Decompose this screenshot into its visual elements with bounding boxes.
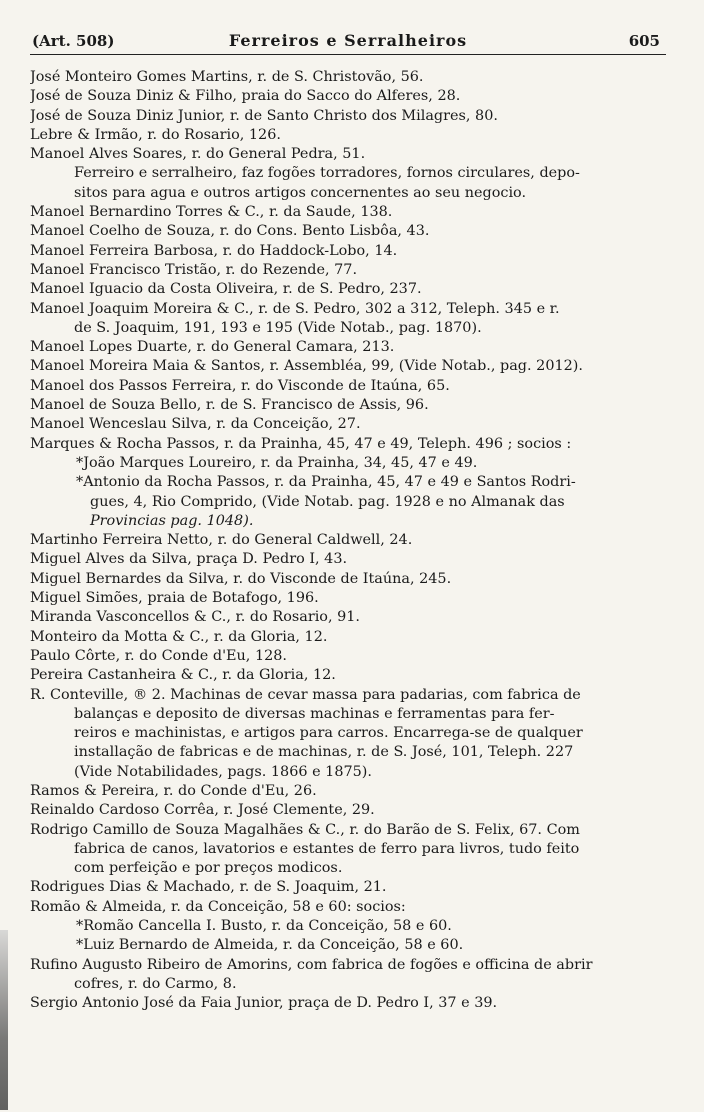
list-item: Miguel Bernardes da Silva, r. do Visconde de Itaúna, 245. [30,570,452,587]
list-item: Reinaldo Cardoso Corrêa, r. José Clemente, 29. [30,802,375,819]
list-item-continuation: de S. Joaquim, 191, 193 e 195 (Vide Notab., pag. 1870). [74,319,482,336]
list-item: José Monteiro Gomes Martins, r. de S. Christovão, 56. [30,69,424,85]
list-item: Rodrigo Camillo de Souza Magalhães & C., r. do Barão de S. Felix, 67. Com [30,821,580,838]
section-title: Ferreiros e Serralheiros [228,31,468,50]
article-reference: (Art. 508) [32,32,115,50]
list-item: Manoel Bernardino Torres & C., r. da Saude, 138. [30,204,393,221]
list-item-continuation: (Vide Notabilidades, pags. 1866 e 1875). [74,763,372,780]
directory-listing [30,68,670,1014]
list-item-partner: *Romão Cancella I. Busto, r. da Conceição, 58 e 60. [76,918,452,935]
list-item: R. Conteville, ® 2. Machinas de cevar massa para padarias, com fabrica de [30,686,581,703]
list-item: Miranda Vasconcellos & C., r. do Rosario, 91. [30,609,361,626]
list-item: Romão & Almeida, r. da Conceição, 58 e 60: socios: [30,898,406,915]
list-item: Manoel dos Passos Ferreira, r. do Visconde de Itaúna, 65. [30,377,450,394]
list-item-partner: *Luiz Bernardo de Almeida, r. da Conceição, 58 e 60. [76,937,464,954]
list-item-continuation: installação de fabricas e de machinas, r. de S. José, 101, Teleph. 227 [74,744,574,761]
list-item: Martinho Ferreira Netto, r. do General Caldwell, 24. [30,532,413,549]
page-edge-shadow [0,930,8,1110]
list-item: Miguel Simões, praia de Botafogo, 196. [30,590,319,607]
list-item: Paulo Côrte, r. do Conde d'Eu, 128. [30,647,287,664]
list-item: José de Souza Diniz & Filho, praia do Sacco do Alferes, 28. [30,88,461,105]
list-item: Lebre & Irmão, r. do Rosario, 126. [30,126,281,143]
list-item: Manoel de Souza Bello, r. de S. Francisco de Assis, 96. [30,397,429,414]
list-item: Manoel Coelho de Souza, r. do Cons. Bento Lisbôa, 43. [30,223,430,240]
list-item: Miguel Alves da Silva, praça D. Pedro I, 43. [30,551,348,568]
list-item: Manoel Joaquim Moreira & C., r. de S. Pedro, 302 a 312, Teleph. 345 e r. [30,300,560,317]
list-item: Rodrigues Dias & Machado, r. de S. Joaquim, 21. [30,879,387,896]
list-item: Manoel Lopes Duarte, r. do General Camara, 213. [30,339,395,356]
list-item: Marques & Rocha Passos, r. da Prainha, 45, 47 e 49, Teleph. 496 ; socios : [30,435,572,452]
list-item-continuation: balanças e deposito de diversas machinas e ferramentas para fer- [74,705,555,722]
list-item-partner: *João Marques Loureiro, r. da Prainha, 34, 45, 47 e 49. [76,454,478,471]
list-item: Pereira Castanheira & C., r. da Gloria, 12. [30,667,336,684]
list-item: Manoel Ferreira Barbosa, r. do Haddock-Lobo, 14. [30,242,398,259]
list-item-continuation: reiros e machinistas, e artigos para carros. Encarrega-se de qualquer [74,725,583,742]
list-item-partner: *Antonio da Rocha Passos, r. da Prainha, 45, 47 e 49 e Santos Rodri- [76,474,576,491]
list-item: Ramos & Pereira, r. do Conde d'Eu, 26. [30,782,317,799]
list-item-continuation: Ferreiro e serralheiro, faz fogões torradores, fornos circulares, depo- [74,165,580,182]
list-item: Rufino Augusto Ribeiro de Amorins, com fabrica de fogões e officina de abrir [30,956,593,973]
list-item: Sergio Antonio José da Faia Junior, praça de D. Pedro I, 37 e 39. [30,995,498,1012]
list-item-continuation: cofres, r. do Carmo, 8. [74,975,237,992]
list-item: Manoel Wenceslau Silva, r. da Conceição, 27. [30,416,361,433]
list-item: Monteiro da Motta & C., r. da Gloria, 12. [30,628,328,645]
list-item-continuation: gues, 4, Rio Comprido, (Vide Notab. pag. 1928 e no Almanak das [90,493,565,510]
list-item: Manoel Alves Soares, r. do General Pedra, 51. [30,146,366,163]
list-item: Manoel Iguacio da Costa Oliveira, r. de S. Pedro, 237. [30,281,422,298]
list-item-continuation: fabrica de canos, lavatorios e estantes de ferro para livros, tudo feito [74,840,580,857]
page-header [30,28,666,55]
list-item-continuation: sitos para agua e outros artigos concernentes ao seu negocio. [74,184,527,201]
page-number: 605 [628,32,660,50]
list-item: José de Souza Diniz Junior, r. de Santo Christo dos Milagres, 80. [30,107,498,124]
list-item-continuation: Provincias pag. 1048). [90,512,254,529]
list-item: Manoel Francisco Tristão, r. do Rezende, 77. [30,261,358,278]
list-item: Manoel Moreira Maia & Santos, r. Assembléa, 99, (Vide Notab., pag. 2012). [30,358,583,375]
list-item-continuation: com perfeição e por preços modicos. [74,860,343,877]
